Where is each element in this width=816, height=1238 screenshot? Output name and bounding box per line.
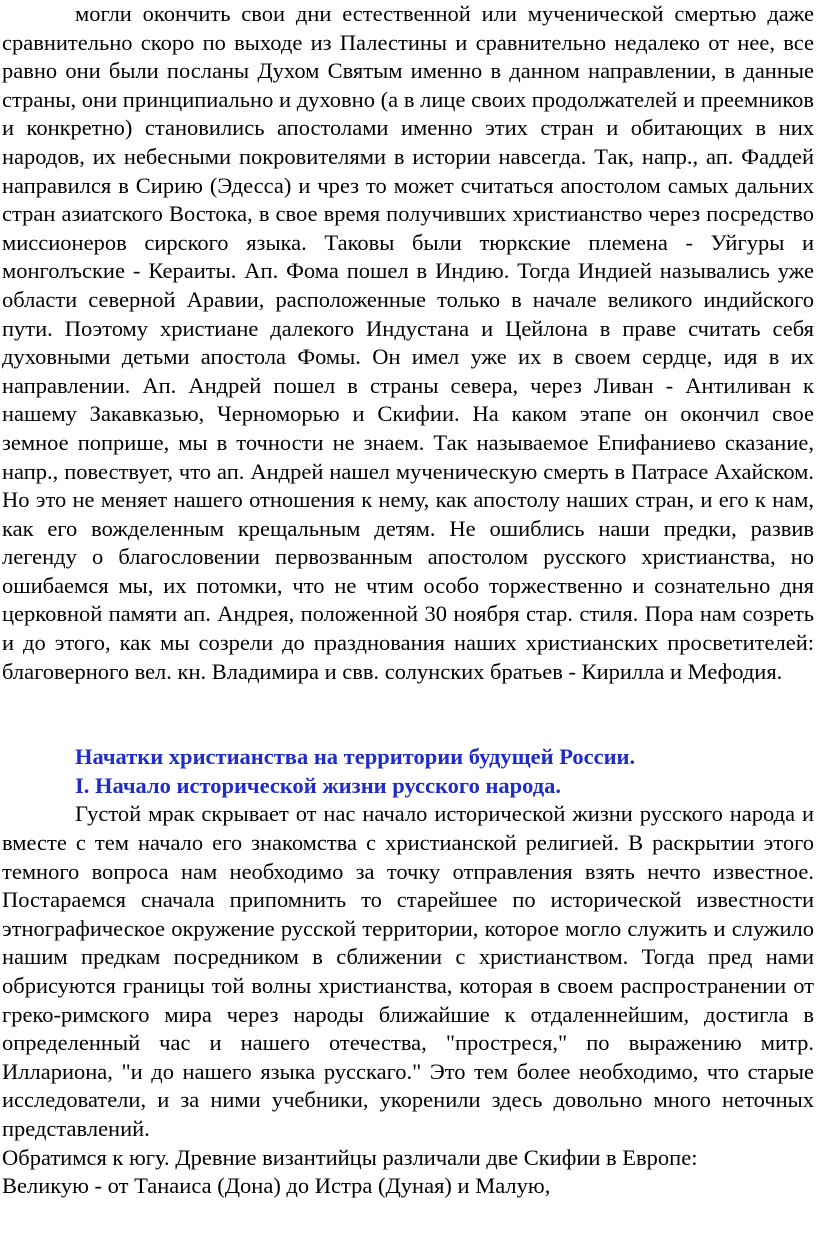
body-paragraph-1: могли окончить свои дни естественной или мученической смертью даже сравнительно скоро по выходе из Палестины и сравнительно недалеко от нее, все равно они были посланы Духом Святым именно в данном направлении, в данные страны, они принципиально и духовно (а в лице своих продолжателей и преемников и конкретно) становились апостолами именно этих стран и обитающих в них народов, их небесными покровителями в истории навсегда. Так, напр., ап. Фаддей направился в Сирию (Эдесса) и чрез то может считаться апостолом самых дальних стран азиатского Востока, в свое время получивших христианство через посредство миссионеров сирского языка. Таковы были тюркские племена - Уйгуры и монголъские - Кераиты. Ап. Фома пошел в Индию. Тогда Индией назывались уже области северной Аравии, расположенные только в начале великого индийского пути. Поэтому христиане далекого Индустана и Цейлона в праве считать себя духовными детьми апостола Фомы. Он имел уже их в своем сердце, идя в их направлении. Ап. Андрей пошел в страны севера, через Ливан - Антиливан к нашему Закавказью, Черноморью и Скифии. На каком этапе он окончил свое земное поприше, мы в точности не знаем. Так называемое Епифаниево сказание, напр., повествует, что ап. Андрей нашел мученическую смерть в Патрасе Ахайском. Но это не меняет нашего отношения к нему, как апостолу наших стран, и его к нам, как его вожделенным крещальным детям. Не ошиблись наши предки, развив легенду о благословении первозванным апостолом русского христианства, но ошибаемся мы, их потомки, что не чтим особо торжественно и сознательно дня церковной памяти ап. Андрея, положенной 30 ноября стар. стиля. Пора нам созреть и до этого, как мы созрели до празднования наших христианских просветителей: благоверного вел. кн. Владимира и свв. солунских братьев - Кирилла и Мефодия.: [2, 1, 814, 684]
body-paragraph-2: Густой мрак скрывает от нас начало исторической жизни русского народа и вместе с тем начало его знакомства с христианской религией. В раскрытии этого темного вопроса нам необходимо за точку отправления взять нечто известное. Постараемся сначала припомнить то старейшее по исторической известности этнографическое окружение русской территории, которое могло служить и служило нашим предкам посредником в сближении с христианством. Тогда пред нами обрисуются границы той волны христианства, которая в своем распространении от греко-римского мира через народы ближайшие к отдаленнейшим, достигла в определенный час и нашего отечества, "простреся," по выражению митр. Иллариона, "и до нашего языка русскаго." Это тем более необходимо, что старые исследователи, и за ними учебники, укоренили здесь довольно много неточных представлений.: [2, 801, 814, 1141]
body-paragraph-3-line-1: Обратимся к югу. Древние византийцы различали две Скифии в Европе:: [2, 1144, 698, 1170]
section-spacer: [2, 686, 814, 743]
subsection-heading: I. Начало исторической жизни русского народа.: [75, 772, 562, 798]
section-heading: Начатки христианства на территории будущей России.: [75, 744, 636, 770]
body-paragraph-3-line-2: Великую - от Танаиса (Дона) до Истра (Дуная) и Малую,: [2, 1173, 551, 1199]
